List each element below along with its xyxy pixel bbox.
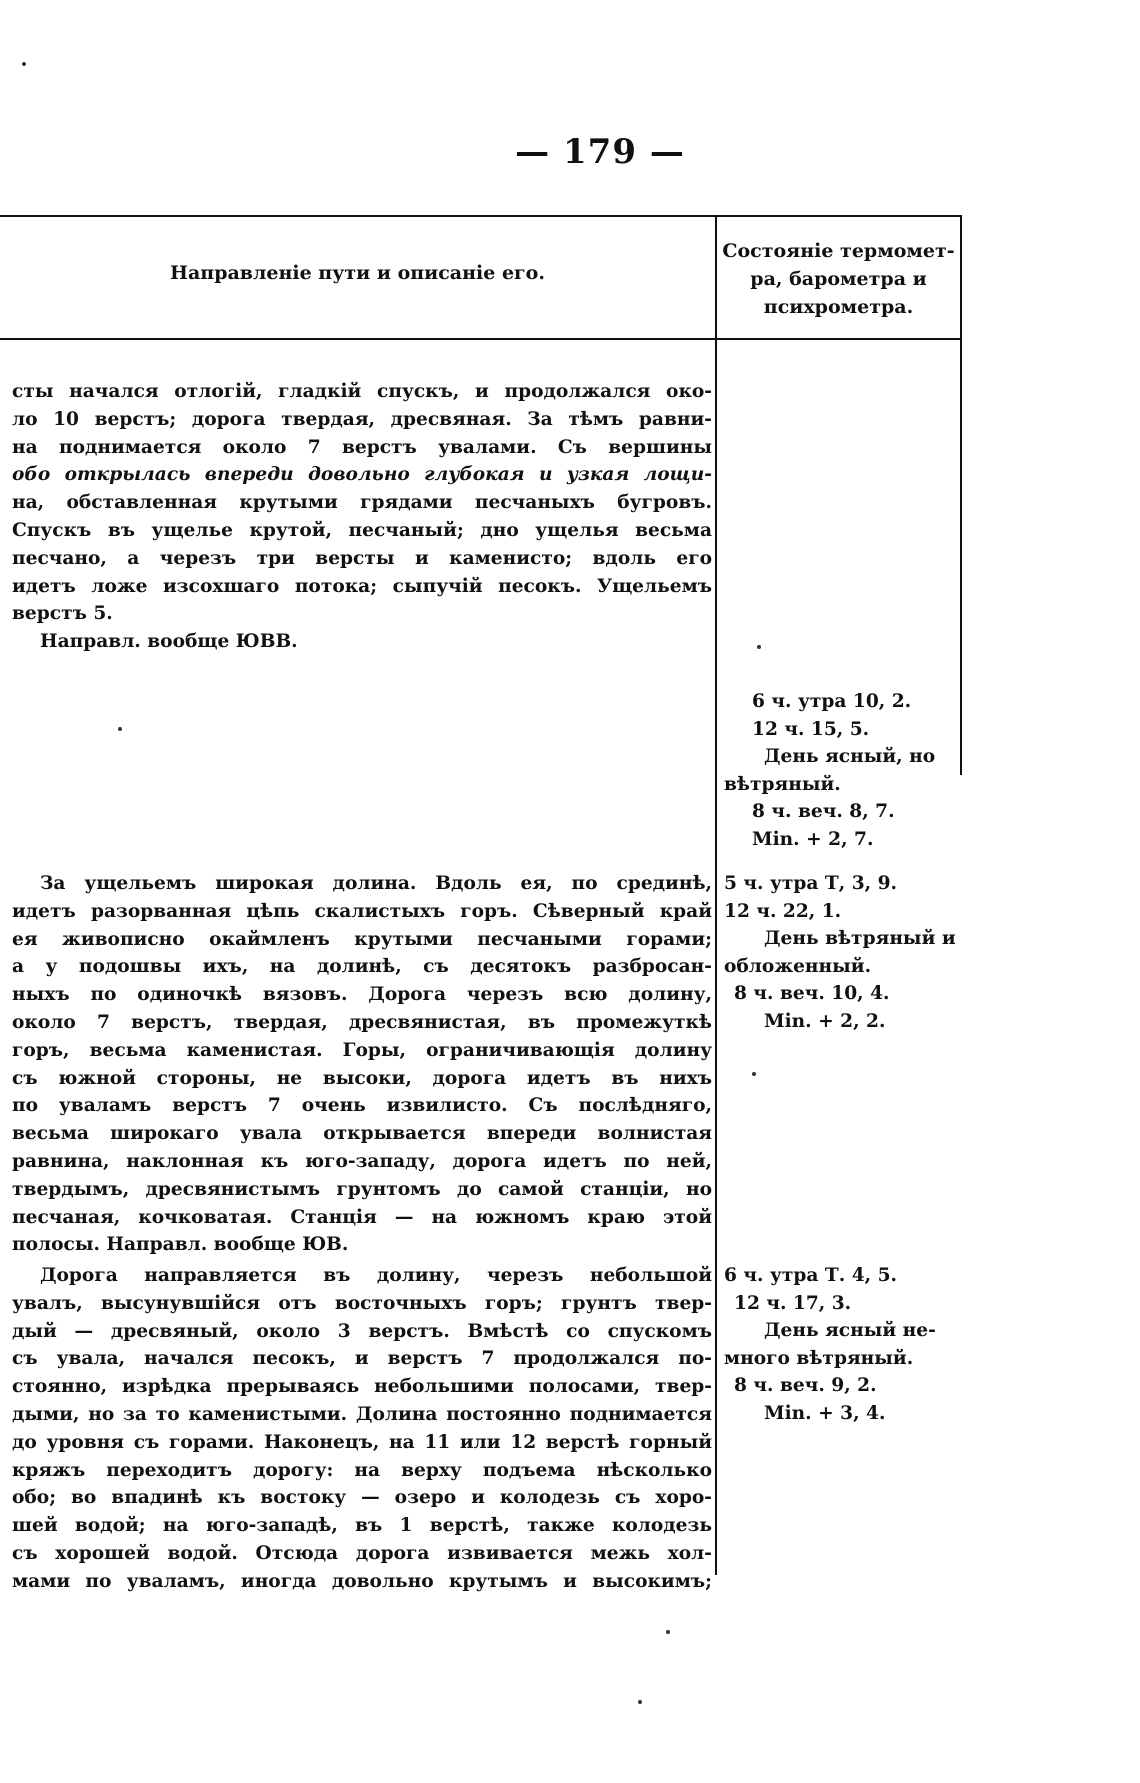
- text-line: по уваламъ верстъ 7 очень извилисто. Съ послѣдняго,: [12, 1095, 712, 1117]
- text-line: обо; во впадинѣ къ востоку — озеро и колодезь съ хоро-: [12, 1487, 712, 1509]
- table-right-edge: [960, 215, 962, 775]
- obs-line: 12 ч. 17, 3.: [734, 1292, 852, 1314]
- obs-line: День вѣтряный и: [764, 928, 956, 949]
- print-speck: [638, 1700, 642, 1704]
- text-line: полосы. Направл. вообще ЮВ.: [12, 1234, 349, 1256]
- obs-line: 8 ч. веч. 9, 2.: [734, 1375, 877, 1396]
- obs-line: 6 ч. утра Т. 4, 5.: [724, 1265, 897, 1286]
- text-line: ныхъ по одиночкѣ вязовъ. Дорога черезъ всю долину,: [12, 984, 712, 1006]
- text-line: кряжъ переходитъ дорогу: на верху подъема нѣсколько: [12, 1459, 712, 1481]
- obs-line: 5 ч. утра Т, 3, 9.: [724, 873, 897, 894]
- text-line: верстъ 5.: [12, 603, 113, 625]
- print-speck: [752, 1072, 756, 1076]
- obs-line: вѣтряный.: [724, 773, 841, 795]
- obs-line: 12 ч. 15, 5.: [752, 718, 870, 740]
- column-header-route: Направленіе пути и описаніе его.: [170, 262, 545, 284]
- weather-observations-3: [724, 1262, 960, 1427]
- page-number: — 179 —: [515, 132, 685, 172]
- obs-line: обложенный.: [724, 955, 872, 977]
- text-line: стоянно, изрѣдка прерываясь небольшими полосами, твер-: [12, 1376, 712, 1398]
- obs-line: 6 ч. утра 10, 2.: [752, 691, 912, 712]
- print-speck: [666, 1630, 670, 1634]
- obs-line: Min. + 2, 2.: [764, 1010, 886, 1032]
- obs-line: 8 ч. веч. 8, 7.: [752, 801, 895, 822]
- print-speck: [757, 645, 761, 649]
- obs-line: День ясный не-: [764, 1320, 936, 1341]
- text-line: Спускъ въ ущелье крутой, песчаный; дно ущелья весьма: [12, 519, 712, 541]
- text-line: Направл. вообще ЮВВ.: [40, 631, 298, 653]
- text-line: идетъ ложе изсохшаго потока; сыпучій песокъ. Ущельемъ: [12, 575, 712, 597]
- text-line: песчано, а черезъ три версты и каменисто; вдоль его: [12, 547, 712, 569]
- obs-line: 12 ч. 22, 1.: [724, 900, 842, 922]
- text-line: а у подошвы ихъ, на долинѣ, съ десятокъ разбросан-: [12, 956, 712, 978]
- route-description-1: [12, 378, 712, 656]
- text-line: шей водой; на юго-западѣ, въ 1 верстѣ, также колодезь: [12, 1515, 712, 1537]
- text-line: песчаная, кочковатая. Станція — на южномъ краю этой: [12, 1206, 712, 1228]
- text-line: ло 10 верстъ; дорога твердая, дресвяная. За тѣмъ равни-: [12, 408, 712, 430]
- text-line: равнина, наклонная къ юго-западу, дорога идетъ по ней,: [12, 1150, 712, 1172]
- text-line: дыми, но за то каменистыми. Долина постоянно поднимается: [12, 1403, 712, 1425]
- obs-line: 8 ч. веч. 10, 4.: [734, 983, 890, 1004]
- column-header-weather: [717, 237, 960, 321]
- text-line: За ущельемъ широкая долина. Вдоль ея, по срединѣ,: [40, 873, 712, 894]
- obs-line: много вѣтряный.: [724, 1347, 914, 1369]
- weather-observations-1: [724, 688, 960, 853]
- text-line: мами по уваламъ, иногда довольно крутымъ и высокимъ;: [12, 1570, 712, 1592]
- column-header-weather-line: Состояніе термомет-: [722, 240, 955, 262]
- text-line: весьма широкаго увала открывается впереди волнистая: [12, 1123, 712, 1145]
- text-line: на поднимается около 7 верстъ увалами. Съ вершины: [12, 436, 712, 458]
- print-speck: [22, 62, 26, 66]
- table-top-rule: [0, 215, 962, 217]
- text-line: Дорога направляется въ долину, черезъ небольшой: [40, 1265, 712, 1286]
- text-line: твердымъ, дресвянистымъ грунтомъ до самой станціи, но: [12, 1178, 712, 1200]
- column-header-weather-line: ра, барометра и: [750, 268, 927, 290]
- text-line: около 7 верстъ, твердая, дресвянистая, въ промежуткѣ: [12, 1011, 712, 1033]
- text-line: горъ, весьма каменистая. Горы, ограничивающія долину: [12, 1039, 712, 1061]
- obs-line: День ясный, но: [764, 746, 936, 767]
- text-line: до уровня съ горами. Наконецъ, на 11 или 12 верстѣ горный: [12, 1431, 712, 1453]
- obs-line: Min. + 3, 4.: [764, 1402, 886, 1424]
- route-description-3: [12, 1262, 712, 1596]
- obs-line: Min. + 2, 7.: [752, 828, 874, 850]
- text-line: дый — дресвяный, около 3 верстъ. Вмѣстѣ со спускомъ: [12, 1320, 712, 1342]
- text-line: сты начался отлогій, гладкій спускъ, и продолжался око-: [12, 381, 712, 402]
- text-line: идетъ разорванная цѣпь скалистыхъ горъ. Сѣверный край: [12, 900, 712, 922]
- table-header-rule: [0, 338, 962, 340]
- text-line: съ южной стороны, не высоки, дорога идетъ въ нихъ: [12, 1067, 712, 1089]
- text-line: ея живописно окаймленъ крутыми песчаными горами;: [12, 928, 712, 950]
- text-line: съ увала, начался песокъ, и верстъ 7 продолжался по-: [12, 1348, 712, 1370]
- text-line: увалъ, высунувшійся отъ восточныхъ горъ; грунтъ твер-: [12, 1292, 712, 1314]
- weather-observations-2: [724, 870, 960, 1035]
- text-line: съ хорошей водой. Отсюда дорога извивается межь хол-: [12, 1542, 712, 1564]
- text-line: обо открылась впереди довольно глубокая и узкая лощи-: [12, 464, 712, 486]
- text-line: на, обставленная крутыми грядами песчаныхъ бугровъ.: [12, 492, 712, 514]
- column-divider: [715, 215, 717, 1575]
- column-header-weather-line: психрометра.: [763, 296, 914, 318]
- print-speck: [118, 727, 122, 731]
- route-description-2: [12, 870, 712, 1259]
